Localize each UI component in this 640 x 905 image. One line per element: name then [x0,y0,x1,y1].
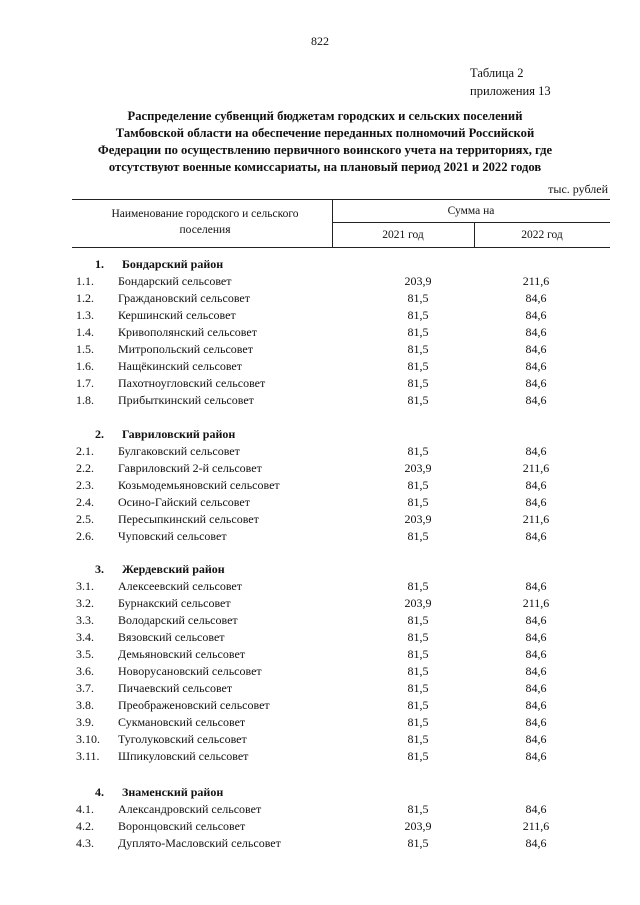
settlement-name: Кривополянский сельсовет [118,325,257,339]
settlement-name: Володарский сельсовет [118,613,238,627]
settlement-name: Александровский сельсовет [118,802,262,816]
settlement-name: Осино-Гайский сельсовет [118,495,250,509]
table-row [0,494,640,511]
value-2021: 81,5 [407,325,429,339]
settlement-name: Граждановский сельсовет [118,291,250,305]
value-2021: 203,9 [404,596,432,610]
value-2022: 84,6 [525,613,547,627]
district-number: 3. [95,562,104,576]
value-2021: 81,5 [407,681,429,695]
value-2022: 84,6 [525,836,547,850]
district-number: 4. [95,785,104,799]
district-row [0,784,640,801]
value-2022: 211,6 [522,819,550,833]
value-2021: 81,5 [407,749,429,763]
value-2021: 203,9 [404,461,432,475]
row-number: 3.4. [76,630,94,644]
settlement-name: Туголуковский сельсовет [118,732,247,746]
settlement-name: Гавриловский 2-й сельсовет [118,461,262,475]
value-2022: 84,6 [525,732,547,746]
district-name: Знаменский район [122,785,224,799]
settlement-name: Митропольский сельсовет [118,342,253,356]
table-row [0,697,640,714]
value-2022: 84,6 [525,698,547,712]
table-row [0,835,640,852]
value-2022: 84,6 [525,444,547,458]
value-2022: 84,6 [525,647,547,661]
settlement-name: Булгаковский сельсовет [118,444,240,458]
value-2021: 81,5 [407,478,429,492]
table-row [0,375,640,392]
settlement-name: Пахотноугловский сельсовет [118,376,266,390]
table-row [0,477,640,494]
table-row [0,680,640,697]
settlement-name: Шпикуловский сельсовет [118,749,249,763]
value-2022: 84,6 [525,681,547,695]
settlement-name: Бондарский сельсовет [118,274,232,288]
table-label-line2: приложения 13 [470,84,551,98]
row-number: 1.5. [76,342,94,356]
table-row [0,324,640,341]
row-number: 2.5. [76,512,94,526]
row-number: 1.8. [76,393,94,407]
row-number: 3.11. [76,749,100,763]
sum-column-header: Сумма на [447,205,495,217]
value-2022: 84,6 [525,325,547,339]
value-2022: 84,6 [525,495,547,509]
table-row [0,290,640,307]
table-row [0,341,640,358]
table-row [0,595,640,612]
value-2021: 203,9 [404,274,432,288]
table-row [0,358,640,375]
settlement-name: Козьмодемьяновский сельсовет [118,478,280,492]
settlement-name: Демьяновский сельсовет [118,647,246,661]
district-row [0,561,640,578]
row-number: 4.2. [76,819,94,833]
table-row [0,578,640,595]
value-2022: 84,6 [525,342,547,356]
value-2022: 84,6 [525,664,547,678]
table-row [0,511,640,528]
district-row [0,426,640,443]
document-title: Распределение субвенций бюджетам городских и сельских поселений Тамбовской области на обеспечение переданных полномочий Российской Федерации по осуществлению первичного воинского учета на территориях, где отсутствуют военные комиссариаты, на плановый период 2021 и 2022 годов [97,109,553,174]
settlement-name: Новорусановский сельсовет [118,664,262,678]
name-column-header: Наименование городского и сельского поселения [111,208,299,236]
settlement-name: Кершинский сельсовет [118,308,236,322]
value-2021: 81,5 [407,647,429,661]
settlement-name: Чуповский сельсовет [118,529,227,543]
settlement-name: Пичаевский сельсовет [118,681,233,695]
value-2021: 81,5 [407,836,429,850]
settlement-name: Бурнакский сельсовет [118,596,231,610]
value-2022: 211,6 [522,512,550,526]
page-number: 822 [311,34,329,48]
row-number: 1.1. [76,274,94,288]
value-2022: 84,6 [525,291,547,305]
row-number: 1.4. [76,325,94,339]
value-2022: 84,6 [525,630,547,644]
sum-header-divider [332,222,610,223]
row-number: 3.9. [76,715,94,729]
district-number: 1. [95,257,104,271]
table-row [0,612,640,629]
row-number: 3.5. [76,647,94,661]
table-row [0,629,640,646]
row-number: 3.10. [76,732,100,746]
value-2022: 84,6 [525,579,547,593]
value-2021: 81,5 [407,698,429,712]
value-2021: 81,5 [407,291,429,305]
row-number: 3.2. [76,596,94,610]
value-2021: 81,5 [407,732,429,746]
value-2021: 81,5 [407,664,429,678]
settlement-name: Воронцовский сельсовет [118,819,246,833]
settlement-name: Нащёкинский сельсовет [118,359,242,373]
value-2022: 84,6 [525,359,547,373]
value-2021: 81,5 [407,630,429,644]
row-number: 1.2. [76,291,94,305]
table-row [0,801,640,818]
row-number: 2.4. [76,495,94,509]
value-2021: 81,5 [407,495,429,509]
value-2022: 84,6 [525,715,547,729]
value-2021: 203,9 [404,819,432,833]
value-2021: 81,5 [407,613,429,627]
table-label [470,64,551,100]
district-number: 2. [95,427,104,441]
settlement-name: Вязовский сельсовет [118,630,225,644]
row-number: 2.6. [76,529,94,543]
row-number: 2.1. [76,444,94,458]
district-name: Жердевский район [122,562,225,576]
settlement-name: Пересыпкинский сельсовет [118,512,259,526]
year-2022-header: 2022 год [521,229,563,241]
value-2022: 84,6 [525,393,547,407]
district-name: Гавриловский район [122,427,236,441]
value-2022: 84,6 [525,749,547,763]
value-2021: 81,5 [407,359,429,373]
value-2021: 81,5 [407,529,429,543]
row-number: 3.1. [76,579,94,593]
value-2021: 203,9 [404,512,432,526]
table-label-line1: Таблица 2 [470,66,524,80]
table-row [0,273,640,290]
table-row [0,663,640,680]
table-row [0,818,640,835]
settlement-name: Прибыткинский сельсовет [118,393,254,407]
value-2021: 81,5 [407,715,429,729]
settlement-name: Сукмановский сельсовет [118,715,246,729]
row-number: 4.3. [76,836,94,850]
table-row [0,443,640,460]
table-row [0,307,640,324]
row-number: 3.6. [76,664,94,678]
table-row [0,646,640,663]
units-label: тыс. рублей [548,182,608,196]
value-2022: 84,6 [525,308,547,322]
value-2022: 84,6 [525,529,547,543]
row-number: 1.6. [76,359,94,373]
row-number: 4.1. [76,802,94,816]
table-row [0,748,640,765]
value-2022: 211,6 [522,461,550,475]
row-number: 1.7. [76,376,94,390]
row-number: 2.3. [76,478,94,492]
table-top-border [72,199,610,200]
value-2022: 211,6 [522,596,550,610]
table-row [0,714,640,731]
value-2022: 84,6 [525,478,547,492]
year-2021-header: 2021 год [382,229,424,241]
value-2021: 81,5 [407,393,429,407]
value-2021: 81,5 [407,308,429,322]
settlement-name: Дуплято-Масловский сельсовет [118,836,281,850]
row-number: 1.3. [76,308,94,322]
header-bottom-border [72,247,610,248]
value-2021: 81,5 [407,802,429,816]
district-name: Бондарский район [122,257,224,271]
row-number: 2.2. [76,461,94,475]
value-2021: 81,5 [407,579,429,593]
value-2021: 81,5 [407,342,429,356]
row-number: 3.8. [76,698,94,712]
district-row [0,256,640,273]
row-number: 3.3. [76,613,94,627]
value-2021: 81,5 [407,376,429,390]
table-row [0,528,640,545]
settlement-name: Преображеновский сельсовет [118,698,270,712]
value-2021: 81,5 [407,444,429,458]
value-2022: 84,6 [525,376,547,390]
value-2022: 211,6 [522,274,550,288]
table-row [0,460,640,477]
settlement-name: Алексеевский сельсовет [118,579,242,593]
table-row [0,392,640,409]
table-row [0,731,640,748]
value-2022: 84,6 [525,802,547,816]
row-number: 3.7. [76,681,94,695]
